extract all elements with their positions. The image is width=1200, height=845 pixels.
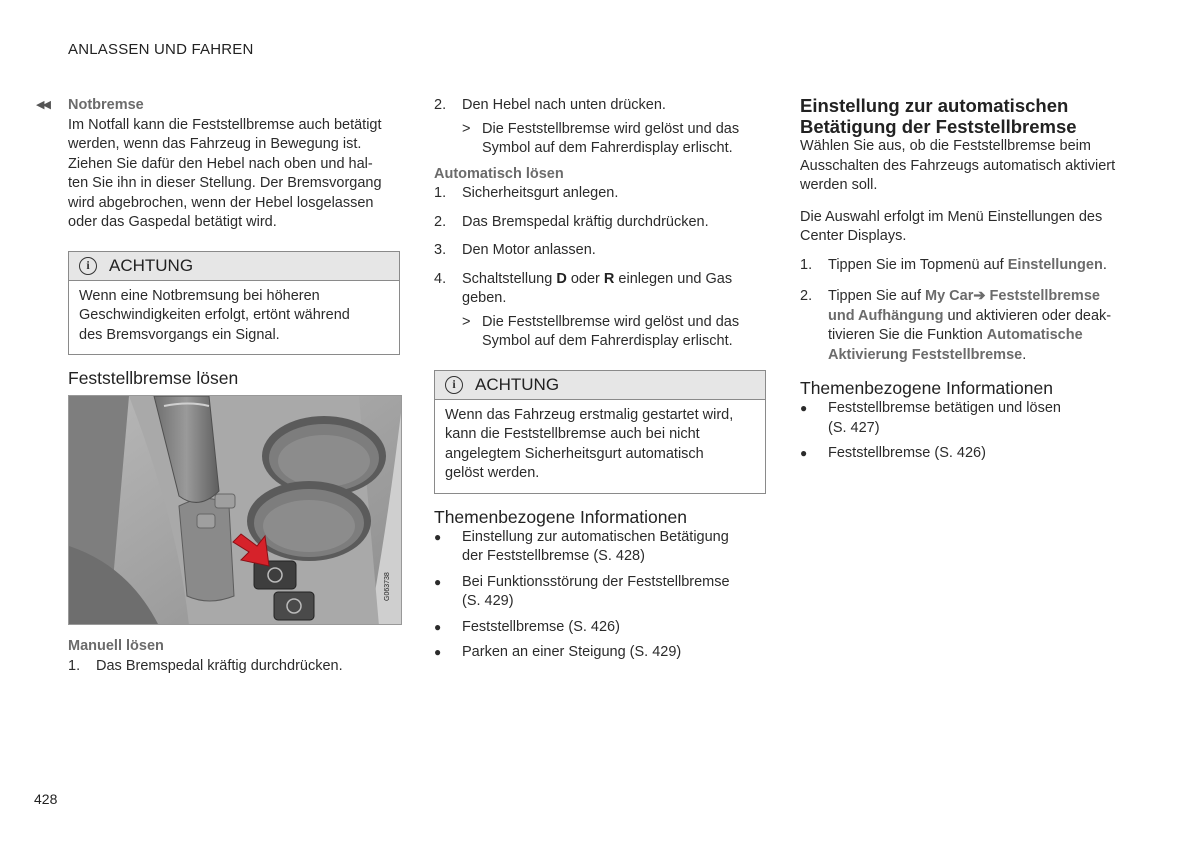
release-heading: Feststellbremse lösen — [68, 368, 239, 388]
section-title-line: Betätigung der Feststellbremse — [800, 115, 1077, 137]
auto-step — [434, 213, 766, 233]
related-line: Feststellbremse (S. 426) — [828, 445, 986, 461]
notbremse-line: Ziehen Sie dafür den Hebel nach oben und hal- — [68, 155, 373, 172]
info-circle-icon: i — [79, 257, 97, 275]
warning-line: Wenn eine Notbremsung bei höheren — [79, 287, 320, 304]
warning-title: ACHTUNG — [109, 255, 194, 275]
manual-step — [68, 657, 400, 677]
step-number: 2. — [800, 288, 813, 304]
bullet: ● — [434, 645, 442, 659]
intro-line: Ausschalten des Fahrzeugs automatisch aktiviert — [800, 157, 1116, 174]
column-left — [68, 96, 400, 676]
result-marker: > — [462, 313, 471, 330]
function-name: Automatische — [986, 327, 1083, 343]
notbremse-line: ten Sie ihn in dieser Stellung. Der Bremsvorgang — [68, 175, 382, 191]
bullet: ● — [434, 574, 442, 589]
related-line: Feststellbremse betätigen und lösen — [828, 400, 1061, 416]
warning-header — [435, 371, 765, 400]
related-line: der Feststellbremse (S. 428) — [462, 548, 645, 564]
step-text: oder — [566, 270, 604, 287]
related-link[interactable] — [434, 573, 766, 612]
step-number: 3. — [434, 242, 447, 258]
related-link[interactable] — [434, 643, 766, 663]
menu-item-my-car: My Car — [925, 288, 974, 304]
bullet: ● — [434, 619, 442, 634]
menu-item-parking-brake: Feststellbremse — [985, 288, 1100, 304]
function-name: Aktivierung Feststellbremse — [828, 346, 1023, 363]
arrow-right-icon: ➔ — [973, 288, 986, 304]
step-number: 1. — [68, 657, 81, 674]
related-link[interactable] — [800, 399, 1136, 438]
auto-release-heading: Automatisch lösen — [434, 165, 564, 182]
settings-step — [800, 287, 1136, 365]
auto-step — [434, 270, 766, 309]
step-text: Das Bremspedal kräftig durchdrücken. — [462, 213, 709, 230]
warning-line: Geschwindigkeiten erfolgt, ertönt während — [79, 307, 350, 323]
step-text: Tippen Sie auf — [828, 288, 925, 304]
result-line: Symbol auf dem Fahrerdisplay erlischt. — [482, 333, 733, 349]
warning-box-emergency — [68, 251, 400, 356]
section-header: ANLASSEN UND FAHREN — [68, 41, 254, 58]
manual-release-heading: Manuell lösen — [68, 638, 164, 654]
step-number: 2. — [434, 97, 447, 113]
step-result — [462, 120, 766, 159]
related-line: Parken an einer Steigung (S. 429) — [462, 644, 682, 660]
related-heading: Themenbezogene Informationen — [434, 506, 687, 527]
related-heading: Themenbezogene Informationen — [800, 378, 1053, 398]
related-line: Bei Funktionsstörung der Feststellbremse — [462, 573, 730, 590]
warning-body — [435, 400, 765, 493]
step-number: 2. — [434, 213, 447, 230]
step-text: tivieren Sie die Funktion — [828, 327, 987, 343]
menu-text — [800, 208, 1136, 247]
menu-item-suspension: und Aufhängung — [828, 307, 944, 324]
notbremse-line: Im Notfall kann die Feststellbremse auch betätigt — [68, 116, 382, 133]
warning-box-seatbelt — [434, 370, 766, 494]
settings-step — [800, 256, 1136, 276]
step-text: Den Motor anlassen. — [462, 242, 596, 258]
menu-line: Die Auswahl erfolgt im Menü Einstellungen des — [800, 208, 1103, 225]
related-link[interactable] — [434, 618, 766, 638]
step-text: Den Hebel nach unten drücken. — [462, 97, 666, 113]
section-title — [800, 96, 1136, 137]
related-link[interactable] — [434, 528, 766, 567]
center-console-illustration — [69, 396, 402, 625]
step-text: . — [1102, 256, 1107, 273]
result-line: Die Feststellbremse wird gelöst und das — [482, 313, 740, 330]
column-middle — [434, 96, 766, 663]
step-number: 1. — [800, 256, 813, 273]
related-line: Feststellbremse (S. 426) — [462, 618, 620, 635]
step-number: 1. — [434, 185, 447, 201]
auto-step — [434, 184, 766, 204]
step-result — [462, 313, 766, 352]
warning-line: kann die Feststellbremse auch bei nicht — [445, 426, 700, 442]
step-text: Das Bremspedal kräftig durchdrücken. — [96, 657, 343, 674]
manual-step — [434, 96, 766, 116]
warning-line: angelegtem Sicherheitsgurt automatisch — [445, 445, 704, 462]
column-right — [800, 96, 1136, 464]
related-line: Einstellung zur automatischen Betätigung — [462, 528, 729, 545]
step-text: Schaltstellung — [462, 270, 557, 287]
related-line: (S. 429) — [462, 593, 514, 609]
warning-line: gelöst werden. — [445, 465, 540, 481]
related-line: (S. 427) — [828, 419, 880, 436]
bullet: ● — [800, 401, 808, 415]
bullet: ● — [800, 446, 808, 460]
step-text: Tippen Sie im Topmenü auf — [828, 256, 1008, 273]
notbremse-line: wird abgebrochen, wenn der Hebel losgelassen — [68, 194, 374, 211]
info-circle-icon: i — [445, 376, 463, 394]
auto-step — [434, 241, 766, 261]
notbremse-text — [68, 116, 400, 233]
related-link[interactable] — [800, 444, 1136, 464]
menu-line: Center Displays. — [800, 228, 907, 244]
step-number: 4. — [434, 270, 447, 287]
notbremse-heading: Notbremse — [68, 97, 144, 113]
step-text: geben. — [462, 290, 507, 306]
step-text: und aktivieren oder deak- — [943, 307, 1112, 324]
continued-chevron-icon: ◀◀ — [36, 99, 49, 111]
page-number: 428 — [34, 791, 58, 807]
notbremse-line: oder das Gaspedal betätigt wird. — [68, 214, 277, 230]
gear-reverse: R — [603, 270, 615, 287]
figure-code: G063738 — [384, 572, 391, 601]
warning-line: des Bremsvorgangs ein Signal. — [79, 326, 280, 343]
intro-text — [800, 137, 1136, 196]
result-line: Die Feststellbremse wird gelöst und das — [482, 120, 740, 137]
parking-brake-figure — [68, 395, 402, 625]
result-line: Symbol auf dem Fahrerdisplay erlischt. — [482, 140, 733, 156]
step-text: . — [1022, 346, 1027, 363]
intro-line: werden soll. — [800, 177, 878, 193]
result-marker: > — [462, 120, 471, 137]
menu-item-settings: Einstellungen — [1007, 256, 1103, 273]
warning-body — [69, 281, 399, 355]
step-text: Sicherheitsgurt anlegen. — [462, 185, 619, 201]
notbremse-line: werden, wenn das Fahrzeug in Bewegung ist. — [68, 136, 362, 152]
intro-line: Wählen Sie aus, ob die Feststellbremse beim — [800, 138, 1091, 154]
gear-drive: D — [556, 270, 567, 287]
warning-header — [69, 252, 399, 281]
warning-title: ACHTUNG — [475, 374, 560, 394]
section-title-line: Einstellung zur automatischen — [800, 95, 1069, 116]
warning-line: Wenn das Fahrzeug erstmalig gestartet wird, — [445, 406, 734, 423]
bullet: ● — [434, 529, 442, 544]
step-text: einlegen und Gas — [614, 270, 733, 287]
